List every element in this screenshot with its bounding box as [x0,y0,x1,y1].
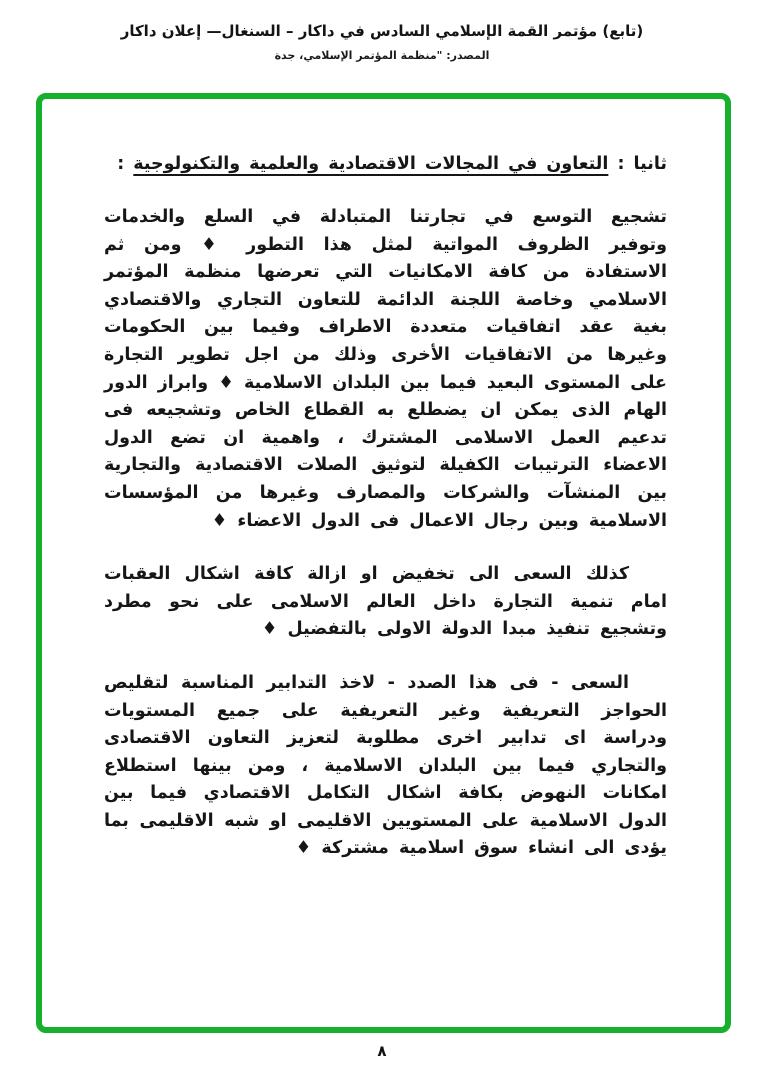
section-heading-prefix: ثانيا : [608,154,667,174]
section-heading-suffix: : [117,154,134,174]
paragraph-3: السعى - فى هذا الصدد - لاخذ التدابير المناسبة لتقليص الحواجز التعريفية وغير التعريفية على جميع المستويات ودراسة اى تدابير اخرى مطلوبة لتعزيز التعاون الاقتصادى والتجاري فيما بين البلدان الاسلامية ، ومن بينها استطلاع امكانات النهوض بكافة اشكال التكامل الاقتصادي فيما بين الدول الاسلامية على المستويين الاقليمى او شبه الاقليمى بما يؤدى الى انشاء سوق اسلامية مشتركة ♦ [104,672,667,859]
paragraph-2: كذلك السعى الى تخفيض او ازالة كافة اشكال العقبات امام تنمية التجارة داخل العالم الاسلامى على نحو مطرد وتشجيع تنفيذ مبدا الدولة الاولى بالتفضيل ♦ [104,564,667,640]
section-heading-underlined: التعاون في المجالات الاقتصادية والعلمية والتكنولوجية [133,154,609,174]
document-body [104,154,667,863]
section-heading [104,154,667,174]
page-number: ٨ [377,1042,387,1060]
paragraph-1: تشجيع التوسع في تجارتنا المتبادلة في السلع والخدمات وتوفير الظروف المواتية لمثل هذا التطور ♦ ومن ثم الاستفادة من كافة الامكانيات التي تعرضها منظمة المؤتمر الاسلامي وخاصة اللجنة الدائمة للتعاون التجاري والاقتصادي بغية عقد اتفاقيات متعددة الاطراف وفيما بين الحكومات وغيرها من الاتفاقيات الأخرى وذلك من اجل تطوير التجارة على المستوى البعيد فيما بين البلدان الاسلامية ♦ وابراز الدور الهام الذى يمكن ان يضطلع به القطاع الخاص وتشجيعه فى تدعيم العمل الاسلامى المشترك ، واهمية ان تضع الدول الاعضاء الترتيبات الكفيلة لتوثيق الصلات الاقتصادية والتجارية بين المنشآت والشركات والمصارف وغيرها من المؤسسات الاسلامية وبين رجال الاعمال فى الدول الاعضاء ♦ [104,207,667,531]
page-header [0,22,764,62]
document-source: المصدر: "منظمة المؤتمر الإسلامي، جدة [274,49,490,62]
document-title: (تابع) مؤتمر القمة الإسلامي السادس في داكار – السنغال— إعلان داكار [120,22,644,40]
green-border-frame [36,93,731,1033]
paragraph-block [104,204,667,863]
